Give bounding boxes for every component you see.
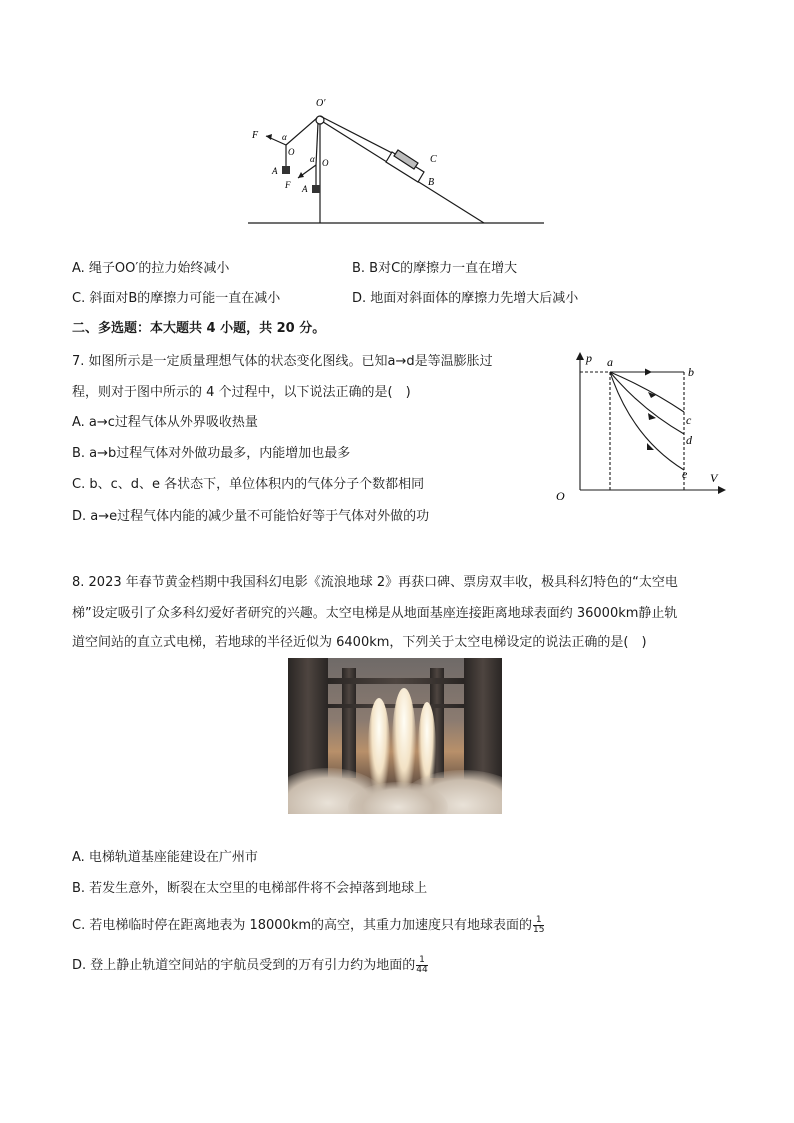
label-c: C — [430, 154, 437, 165]
q8-stem-line2: 梯”设定吸引了众多科幻爱好者研究的兴趣。太空电梯是从地面基座连接距离地球表面约 36000km静止轨 — [72, 606, 678, 621]
q8-option-d-fraction — [416, 956, 427, 975]
label-f-bottom: F — [285, 180, 291, 190]
q6-option-b: B. B对C的摩擦力一直在增大 — [352, 261, 518, 276]
pv-label-c: c — [686, 413, 692, 427]
q8-option-c-fraction — [533, 916, 544, 935]
section-heading: 二、多选题：本大题共 4 小题，共 20 分。 — [72, 321, 326, 336]
q8-option-c — [72, 914, 544, 938]
pv-label-v: V — [710, 471, 718, 485]
q7-option-c: C. b、c、d、e 各状态下，单位体积内的气体分子个数都相同 — [72, 477, 425, 492]
q8-d-numerator: 1 — [416, 956, 427, 966]
q8-option-c-text: C. 若电梯临时停在距离地表为 18000km的高空，其重力加速度只有地球表面的 — [72, 918, 533, 933]
label-a-bottom: A — [302, 184, 308, 194]
label-o-top: O — [288, 147, 295, 157]
label-a-top: A — [272, 166, 278, 176]
label-alpha-bottom: α — [310, 154, 315, 164]
pv-label-d: d — [686, 433, 692, 447]
q8-c-denominator: 15 — [533, 925, 545, 935]
q6-option-c: C. 斜面对B的摩擦力可能一直在减小 — [72, 291, 281, 306]
label-o-prime: O′ — [316, 98, 326, 109]
q6-option-d: D. 地面对斜面体的摩擦力先增大后减小 — [352, 291, 579, 306]
label-f-top: F — [252, 130, 259, 141]
q6-option-a: A. 绳子OO′的拉力始终减小 — [72, 261, 230, 276]
q8-c-numerator: 1 — [533, 916, 544, 926]
q8-option-a: A. 电梯轨道基座能建设在广州市 — [72, 850, 258, 865]
pv-label-e: e — [682, 467, 688, 481]
q8-option-d-text: D. 登上静止轨道空间站的宇航员受到的万有引力约为地面的 — [72, 958, 416, 973]
q7-option-d: D. a→e过程气体内能的减少量不可能恰好等于气体对外做的功 — [72, 509, 430, 524]
q8-option-b: B. 若发生意外，断裂在太空里的电梯部件将不会掉落到地球上 — [72, 881, 428, 896]
pv-label-b: b — [688, 365, 694, 379]
pv-label-o: O — [556, 489, 565, 503]
label-b: B — [428, 177, 435, 188]
q8-stem-line3: 道空间站的直立式电梯，若地球的半径近似为 6400km，下列关于太空电梯设定的说法正确的是( ) — [72, 635, 647, 650]
q7-stem-line1: 7. 如图所示是一定质量理想气体的状态变化图线。已知a→d是等温膨胀过 — [72, 354, 493, 369]
pv-graph — [552, 348, 732, 506]
incline-pulley-figure — [240, 92, 550, 227]
label-o-bottom: O — [322, 158, 329, 168]
label-alpha-top: α — [282, 132, 287, 142]
pv-label-p: p — [586, 351, 592, 365]
q8-option-d — [72, 954, 428, 978]
q8-stem-line1: 8. 2023 年春节黄金档期中我国科幻电影《流浪地球 2》再获口碑、票房双丰收，极具科幻特色的“太空电 — [72, 575, 678, 590]
q7-option-b: B. a→b过程气体对外做功最多，内能增加也最多 — [72, 446, 351, 461]
q8-d-denominator: 44 — [416, 965, 428, 975]
pv-label-a: a — [607, 355, 613, 369]
q7-option-a: A. a→c过程气体从外界吸收热量 — [72, 415, 258, 430]
q7-stem-line2: 程，则对于图中所示的 4 个过程中，以下说法正确的是( ) — [72, 385, 411, 400]
rocket-launch-photo — [288, 658, 502, 814]
